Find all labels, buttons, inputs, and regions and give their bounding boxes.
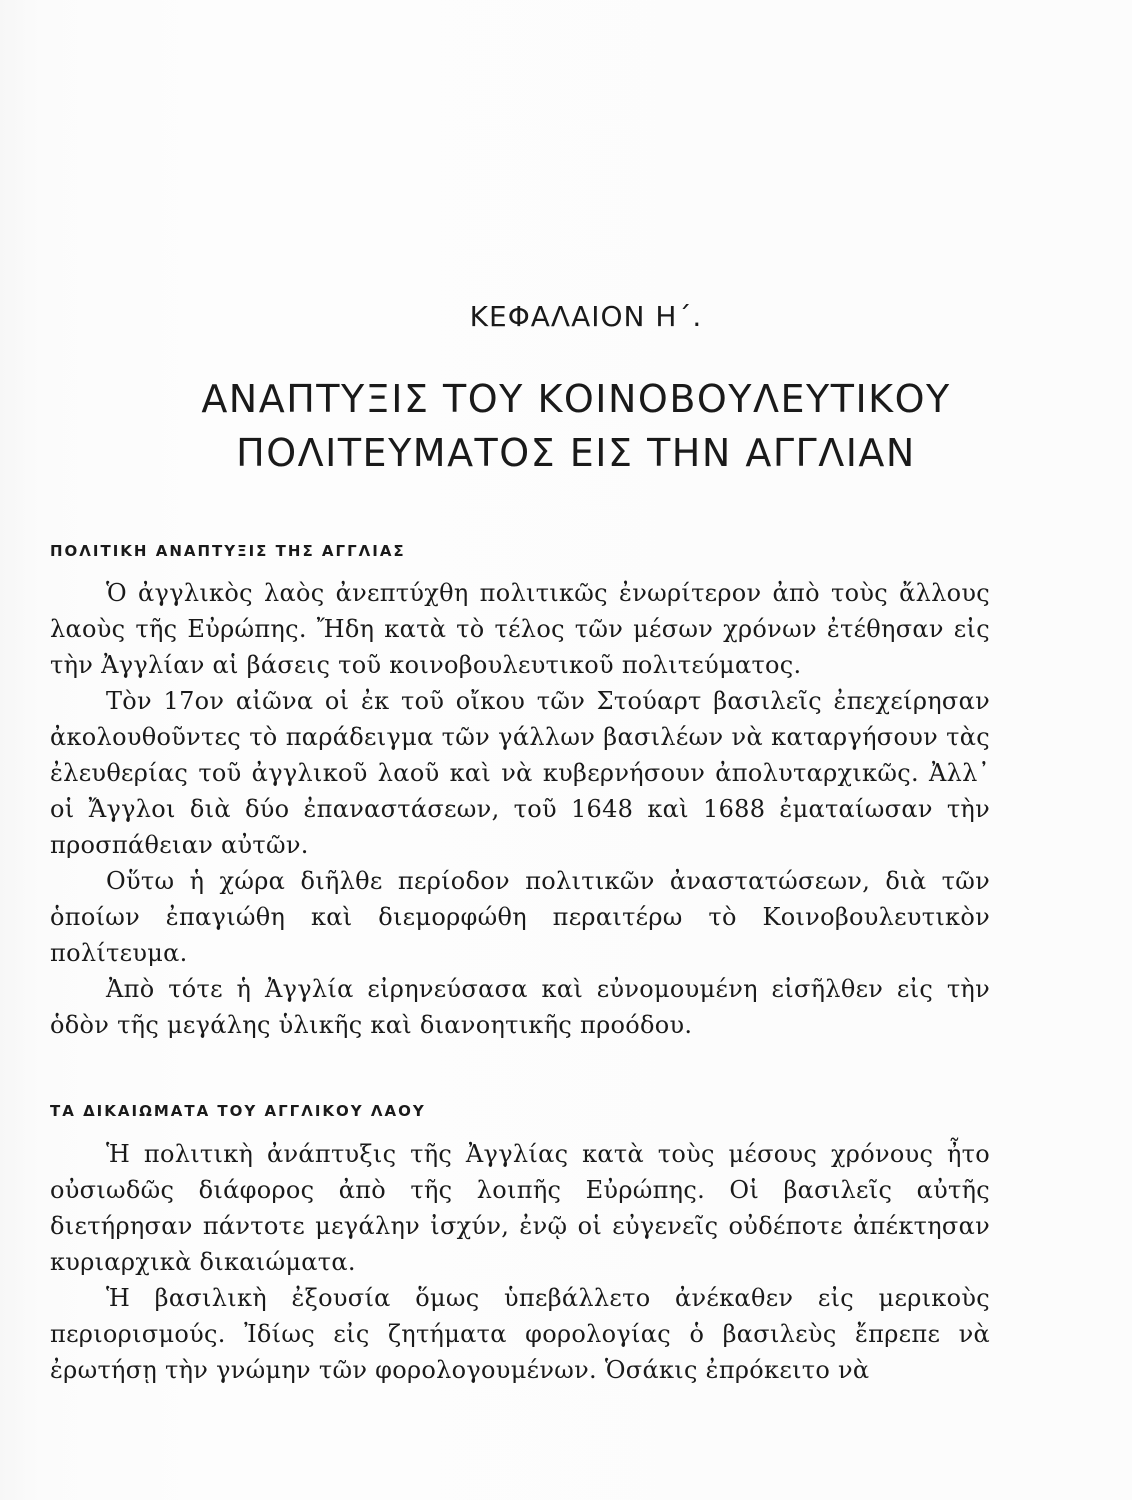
section-body-political-development <box>50 575 990 1043</box>
chapter-title-line-2: ΠΟΛΙΤΕΥΜΑΤΟΣ ΕΙΣ ΤΗΝ ΑΓΓΛΙΑΝ <box>236 431 916 475</box>
chapter-title <box>0 372 1132 480</box>
paragraph: Τὸν 17ον αἰῶνα οἱ ἐκ τοῦ οἴκου τῶν Στούαρτ βασιλεῖς ἐπεχείρησαν ἀκολουθοῦντες τὸ παράδειγμα τῶν γάλλων βασιλέων νὰ καταργήσουν τὰς ἐλευθερίας τοῦ ἀγγλικοῦ λαοῦ καὶ νὰ κυβερνήσουν ἀπολυταρχικῶς. Ἀλλ᾽ οἱ Ἄγγλοι διὰ δύο ἐπαναστάσεων, τοῦ 1648 καὶ 1688 ἐματαίωσαν τὴν προσπάθειαν αὐτῶν. <box>50 687 990 859</box>
chapter-label: ΚΕΦΑΛΑΙΟΝ Η΄. <box>469 300 703 333</box>
section-heading-rights: ΤΑ ΔΙΚΑΙΩΜΑΤΑ ΤΟΥ ΑΓΓΛΙΚΟΥ ΛΑΟΥ <box>50 1102 426 1120</box>
paragraph: Ὁ ἀγγλικὸς λαὸς ἀνεπτύχθη πολιτικῶς ἐνωρίτερον ἀπὸ τοὺς ἄλλους λαοὺς τῆς Εὐρώπης. Ἤδη κατὰ τὸ τέλος τῶν μέσων χρόνων ἐτέθησαν εἰς τὴν Ἀγγλίαν αἱ βάσεις τοῦ κοινοβουλευτικοῦ πολιτεύματος. <box>50 579 990 679</box>
paragraph: Ἡ βασιλικὴ ἐξουσία ὅμως ὑπεβάλλετο ἀνέκαθεν εἰς μερικοὺς περιορισμούς. Ἰδίως εἰς ζητήματα φορολογίας ὁ βασιλεὺς ἔπρεπε νὰ ἐρωτήσῃ τὴν γνώμην τῶν φορολογουμένων. Ὁσάκις ἐπρόκειτο νὰ <box>50 1284 990 1384</box>
section-heading-political-development: ΠΟΛΙΤΙΚΗ ΑΝΑΠΤΥΞΙΣ ΤΗΣ ΑΓΓΛΙΑΣ <box>50 542 406 560</box>
paragraph: Οὕτω ἡ χώρα διῆλθε περίοδον πολιτικῶν ἀναστατώσεων, διὰ τῶν ὁποίων ἐπαγιώθη καὶ διεμορφώθη περαιτέρω τὸ Κοινοβουλευτικὸν πολίτευμα. <box>50 867 990 967</box>
section-body-rights <box>50 1136 990 1388</box>
paragraph: Ἀπὸ τότε ἡ Ἀγγλία εἰρηνεύσασα καὶ εὐνομουμένη εἰσῆλθεν εἰς τὴν ὁδὸν τῆς μεγάλης ὑλικῆς καὶ διανοητικῆς προόδου. <box>50 975 990 1039</box>
chapter-title-line-1: ΑΝΑΠΤΥΞΙΣ ΤΟΥ ΚΟΙΝΟΒΟΥΛΕΥΤΙΚΟΥ <box>201 377 951 421</box>
paragraph: Ἡ πολιτικὴ ἀνάπτυξις τῆς Ἀγγλίας κατὰ τοὺς μέσους χρόνους ἦτο οὐσιωδῶς διάφορος ἀπὸ τῆς λοιπῆς Εὐρώπης. Οἱ βασιλεῖς αὐτῆς διετήρησαν πάντοτε μεγάλην ἰσχύν, ἐνῷ οἱ εὐγενεῖς οὐδέποτε ἀπέκτησαν κυριαρχικὰ δικαιώματα. <box>50 1140 990 1276</box>
